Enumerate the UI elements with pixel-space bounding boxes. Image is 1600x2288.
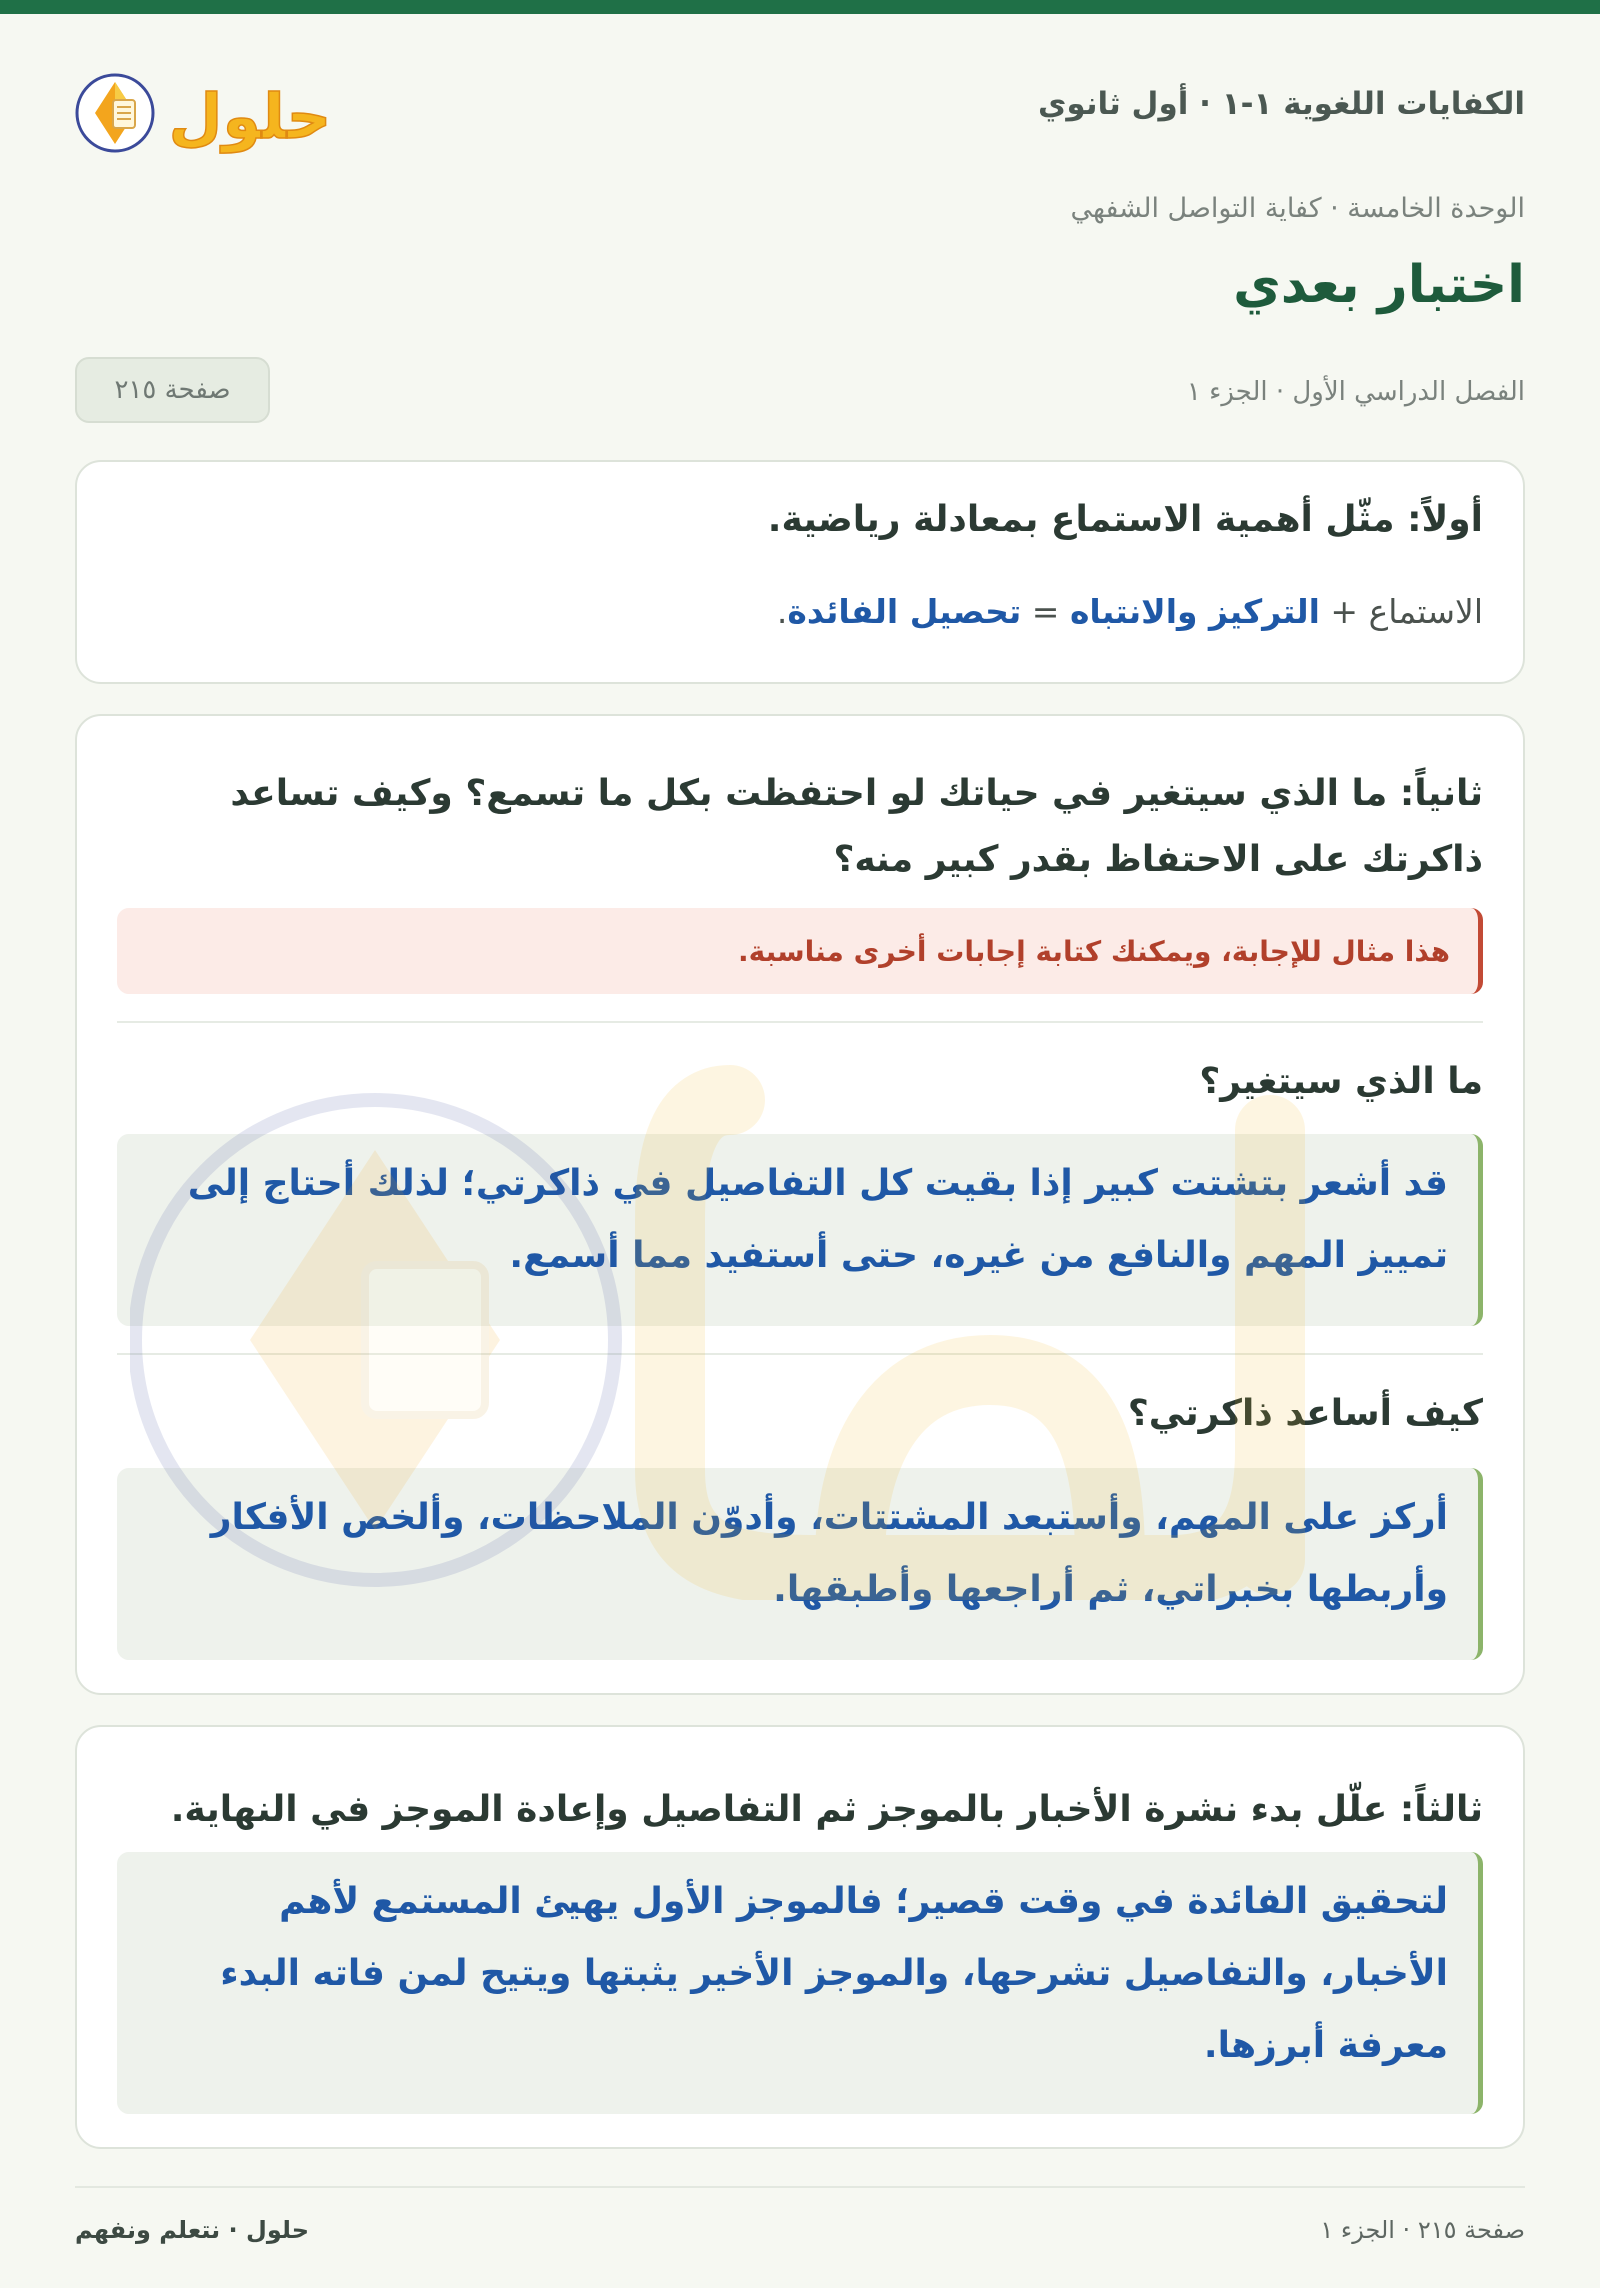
equation-equals: = <box>1021 592 1070 631</box>
divider <box>117 1021 1483 1023</box>
question-card-1 <box>75 460 1525 684</box>
sub-question-1: ما الذي سيتغير؟ <box>1199 1061 1483 1102</box>
answer-box-1: قد أشعر بتشتت كبير إذا بقيت كل التفاصيل في ذاكرتي؛ لذلك أحتاج إلى تمييز المهم والنافع من غيره، حتى أستفيد مما أسمع. <box>117 1134 1483 1326</box>
equation-term: الاستماع + <box>1319 592 1483 631</box>
footer-divider <box>75 2186 1525 2188</box>
book-title: الكفايات اللغوية ١-١ · أول ثانوي <box>1038 86 1525 122</box>
semester-line: الفصل الدراسي الأول · الجزء ١ <box>1186 377 1525 407</box>
unit-breadcrumb: الوحدة الخامسة · كفاية التواصل الشفهي <box>1070 193 1525 224</box>
page-title: اختبار بعدي <box>1233 255 1525 315</box>
answer-box-2: أركز على المهم، وأستبعد المشتتات، وأدوّن الملاحظات، وألخص الأفكار وأربطها بخبراتي، ثم أراجعها وأطبقها. <box>117 1468 1483 1660</box>
equation-highlight: التركيز والانتباه <box>1069 592 1320 631</box>
answer-box-3: لتحقيق الفائدة في وقت قصير؛ فالموجز الأول يهيئ المستمع لأهم الأخبار، والتفاصيل تشرحها، والموجز الأخير يثبتها ويتيح لمن فاته البدء معرفة أبرزها. <box>117 1852 1483 2114</box>
question-2: ثانياً: ما الذي سيتغير في حياتك لو احتفظت بكل ما تسمع؟ وكيف تساعد ذاكرتك على الاحتفاظ بقدر كبير منه؟ <box>230 773 1483 880</box>
svg-text:حلول: حلول <box>168 80 332 153</box>
question-card-3 <box>75 1725 1525 2149</box>
page-header <box>75 60 1525 160</box>
equation-result: تحصيل الفائدة <box>787 592 1022 631</box>
question-card-2 <box>75 714 1525 1695</box>
equation-answer <box>117 587 1483 637</box>
top-accent-bar <box>0 0 1600 14</box>
hulul-logo <box>75 60 335 160</box>
footer-brand: حلول · نتعلم ونفهم <box>75 2216 309 2244</box>
page-number-badge: صفحة ٢١٥ <box>75 357 270 423</box>
sub-question-2: كيف أساعد ذاكرتي؟ <box>1127 1393 1483 1434</box>
divider <box>117 1353 1483 1355</box>
footer-page-info: صفحة ٢١٥ · الجزء ١ <box>1320 2216 1525 2244</box>
question-3: ثالثاً: علّل بدء نشرة الأخبار بالموجز ثم التفاصيل وإعادة الموجز في النهاية. <box>170 1789 1483 1830</box>
answer-note: هذا مثال للإجابة، ويمكنك كتابة إجابات أخرى مناسبة. <box>117 908 1483 994</box>
question-1: أولاً: مثّل أهمية الاستماع بمعادلة رياضية. <box>767 499 1483 540</box>
equation-period: . <box>776 592 788 631</box>
